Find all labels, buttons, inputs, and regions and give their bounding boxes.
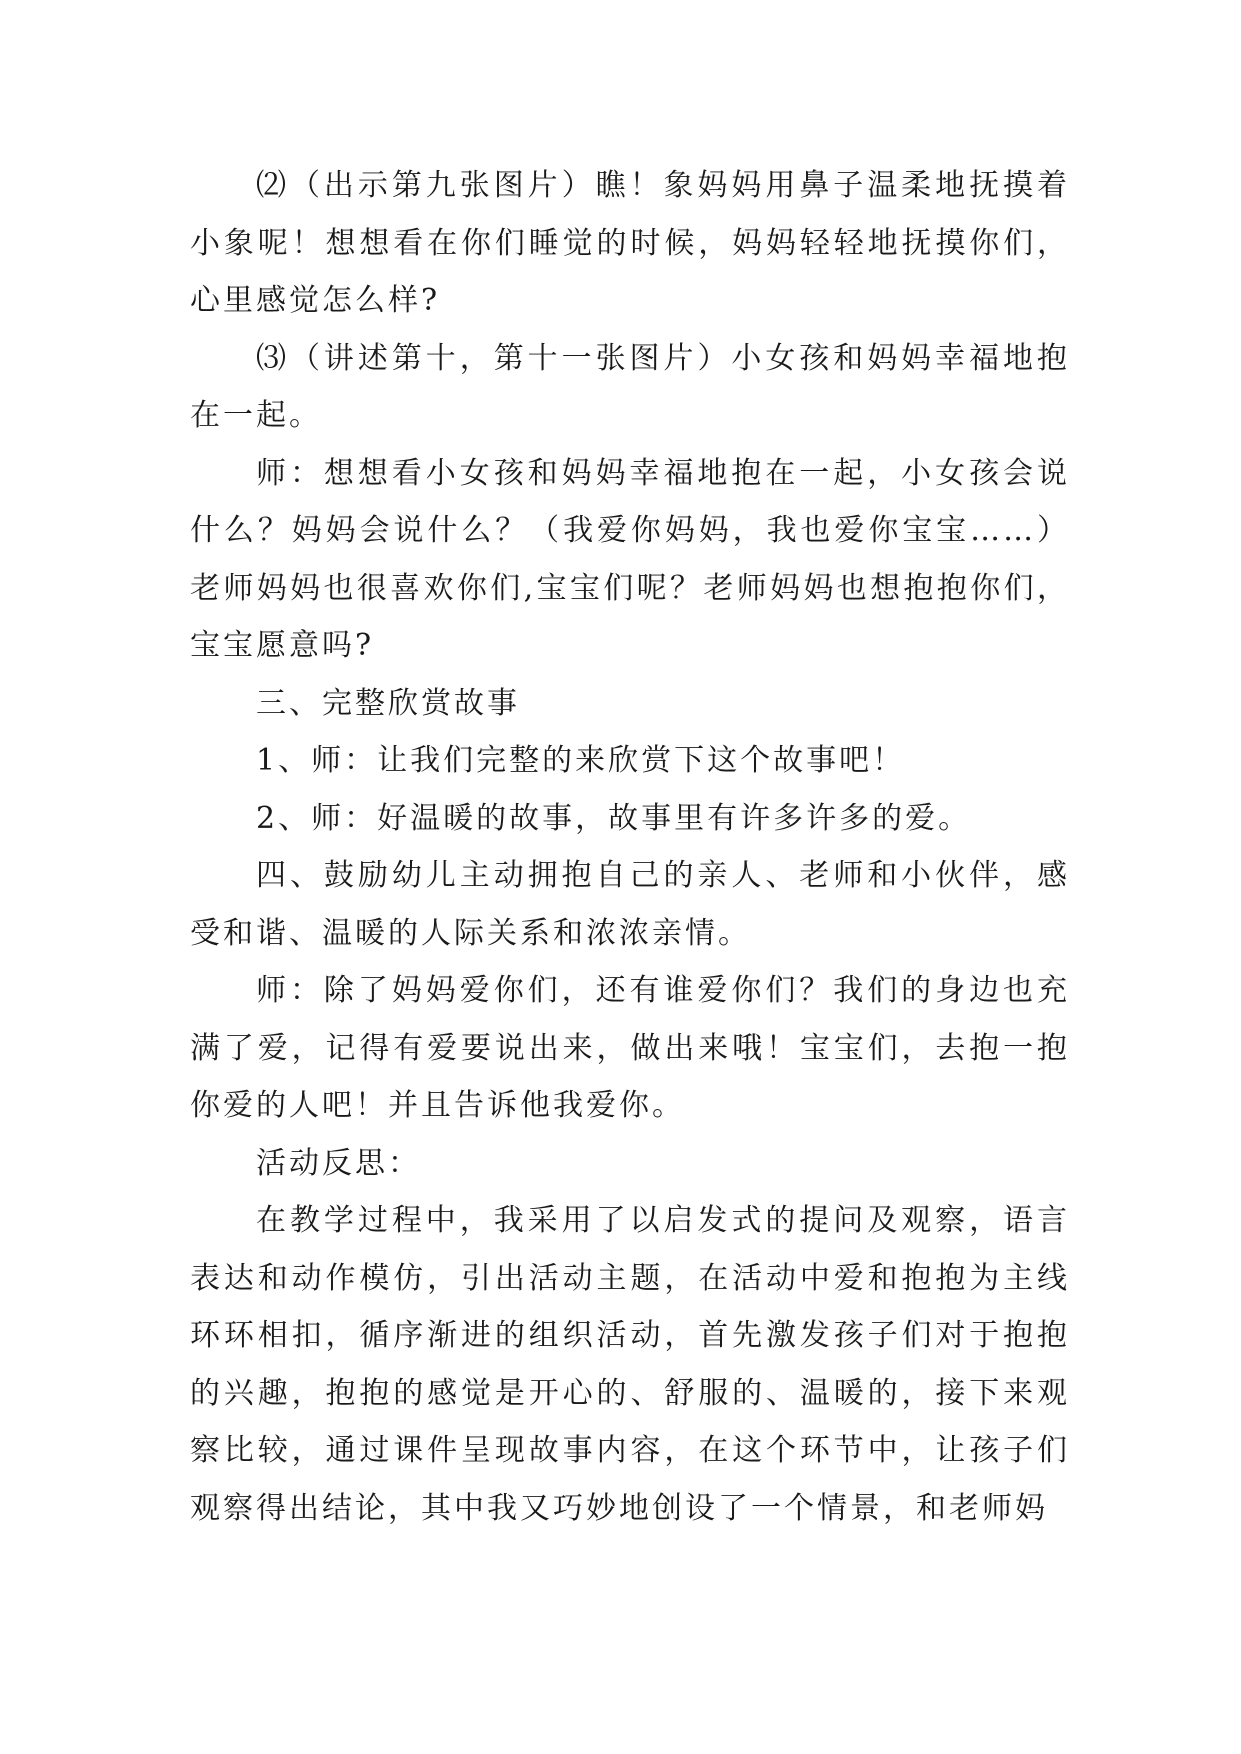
section-heading-four: 四、鼓励幼儿主动拥抱自己的亲人、老师和小伙伴，感受和谐、温暖的人际关系和浓浓亲情。	[190, 858, 1070, 951]
section-heading-reflection: 活动反思：	[256, 1145, 421, 1181]
paragraph-picture-ten-eleven: ⑶（讲述第十，第十一张图片）小女孩和妈妈幸福地抱在一起。	[190, 340, 1070, 433]
paragraph-picture-nine: ⑵（出示第九张图片）瞧！象妈妈用鼻子温柔地抚摸着小象呢！想想看在你们睡觉的时候，妈妈轻轻地抚摸你们，心里感觉怎么样?	[190, 168, 1070, 318]
paragraph-teacher-love: 师：除了妈妈爱你们，还有谁爱你们？我们的身边也充满了爱，记得有爱要说出来，做出来哦！宝宝们，去抱一抱你爱的人吧！并且告诉他我爱你。	[190, 973, 1070, 1123]
paragraph-reflection: 在教学过程中，我采用了以启发式的提问及观察，语言表达和动作模仿，引出活动主题，在活动中爱和抱抱为主线环环相扣，循序渐进的组织活动，首先激发孩子们对于抱抱的兴趣，抱抱的感觉是开心的、舒服的、温暖的，接下来观察比较，通过课件呈现故事内容，在这个环节中，让孩子们观察得出结论，其中我又巧妙地创设了一个情景，和老师妈	[190, 1203, 1070, 1526]
list-item-one: 1、师：让我们完整的来欣赏下这个故事吧！	[256, 743, 906, 778]
document-body	[190, 157, 1070, 1537]
section-heading-three: 三、完整欣赏故事	[256, 685, 520, 721]
paragraph-teacher-hug: 师：想想看小女孩和妈妈幸福地抱在一起，小女孩会说什么？妈妈会说什么？（我爱你妈妈，我也爱你宝宝……）老师妈妈也很喜欢你们,宝宝们呢？老师妈妈也想抱抱你们，宝宝愿意吗?	[190, 455, 1070, 663]
list-item-two: 2、师：好温暖的故事，故事里有许多许多的爱。	[256, 800, 972, 836]
